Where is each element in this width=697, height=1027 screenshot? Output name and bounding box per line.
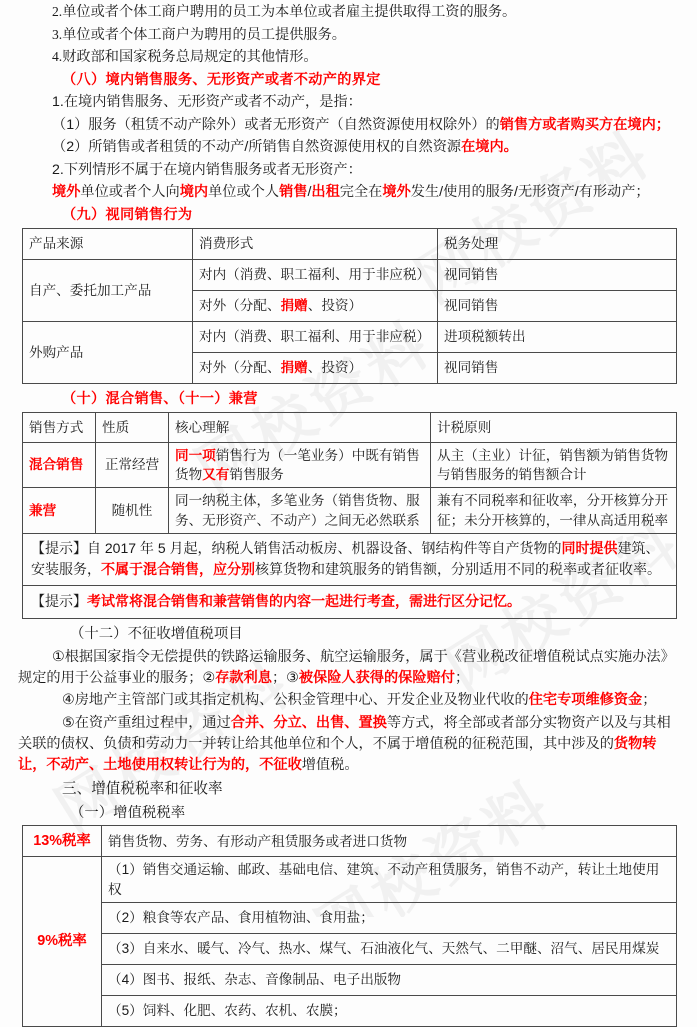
highlight-text: 住宅专项维修资金: [528, 692, 643, 709]
plain-text: 核算货物和建筑服务的销售额，分别适用不同的税率或者征收率。: [255, 561, 661, 578]
table-row: [23, 964, 677, 995]
highlight-text: 被保险人获得的保险赔付: [298, 670, 455, 686]
plain-text: 等方式，将全部或者部分实物资产以及与其相关联的债权、负债和劳动力一并转让给其他单位和个人，不属于增值税的征税范围，其中涉及的: [18, 714, 671, 752]
section8-item-2-detail: [18, 182, 679, 203]
highlight-text: 存款利息: [215, 670, 272, 686]
highlight-text: 境外: [382, 184, 411, 201]
section12-line-3: [18, 713, 679, 777]
plain-text: 销售服务: [229, 466, 284, 482]
cell-form: [193, 290, 438, 321]
plain-text: 增值税。: [301, 757, 359, 774]
plain-text: （2）所销售或者租赁的不动产/所销售自然资源使用权的自然资源: [52, 139, 462, 156]
cell-rate-label-9: 9%税率: [23, 857, 102, 1027]
highlight-text: 境内: [179, 184, 209, 201]
item-number: 4.: [52, 49, 63, 65]
cell-core: [169, 488, 431, 534]
table-mixed-sales: [22, 412, 677, 620]
plain-text: ；: [642, 692, 657, 709]
table-row: [23, 995, 677, 1026]
heading-section-8: （八）境内销售服务、无形资产或者不动产的界定: [62, 71, 381, 88]
plain-text: ④房地产主管部门或其指定机构、公积金管理中心、开发企业及物业代收的: [62, 692, 529, 709]
section8-item-1: 1.在境内销售服务、无形资产或者不动产，是指：: [52, 94, 362, 111]
cell-core: [169, 442, 431, 488]
item-text: 财政部和国家税务总局规定的其他情形。: [62, 49, 318, 66]
cell-treatment: 视同销售: [438, 290, 677, 321]
cell-nature: 正常经营: [96, 442, 169, 488]
highlight-text: 境外: [52, 184, 81, 201]
item-number: 2.: [52, 4, 63, 19]
section8-item-1-2: [18, 137, 679, 158]
table-vat-rates: [22, 825, 677, 1027]
cell-rate-item: （1）销售交通运输、邮政、基础电信、建筑、不动产租赁服务，销售不动产，转让土地使用权: [102, 857, 677, 903]
plain-text: 发生/使用的服务/无形资产/有形动产；: [410, 184, 650, 201]
table-row: [23, 488, 677, 534]
plain-text: 、投资）: [307, 298, 363, 313]
plain-text: 完全在: [339, 184, 383, 201]
col-header-form: 消费形式: [193, 228, 438, 259]
table-header-row: [23, 228, 677, 259]
cell-rate-label-13: 13%税率: [23, 826, 102, 857]
highlight-text: 同时提供: [561, 539, 618, 556]
plain-text: ⑤在资产重组过程中，通过: [62, 714, 231, 731]
plain-text: 对外（分配、: [199, 360, 281, 375]
plain-text: 【提示】自 2017 年 5 月起，纳税人销售活动板房、机器设备、钢结构件等自产货物的: [31, 539, 562, 556]
highlight-text: 出租: [311, 184, 340, 201]
heading-section-9: （九）视同销售行为: [62, 206, 193, 223]
highlight-text: 捐赠: [280, 298, 308, 313]
plain-text: /: [307, 184, 312, 201]
highlight-text: 同一项: [175, 447, 216, 463]
cell-principle: 兼有不同税率和征收率，分开核算分开征；未分开核算的，一律从高适用税率: [431, 488, 677, 534]
plain-text: 销售行为（一笔业务）中既有销售货物: [175, 447, 420, 482]
plain-text: ；: [454, 670, 470, 686]
highlight-text: 销售: [279, 184, 308, 201]
item-text: 单位或者个体工商户为聘用的员工提供服务。: [62, 26, 346, 43]
col-header-principle: 计税原则: [431, 412, 677, 442]
table-header-row: [23, 412, 677, 442]
document-content: [18, 2, 679, 1027]
table-tip-row: [23, 533, 677, 586]
table-row: [23, 857, 677, 903]
highlight-text: 销售方或者购买方在境内；: [499, 116, 670, 133]
plain-text: 、投资）: [307, 360, 363, 375]
cell-form: [193, 259, 438, 290]
cell-rate-item: 销售货物、劳务、有形动产租赁服务或者进口货物: [102, 826, 677, 857]
plain-text: 对外（分配、: [199, 298, 281, 313]
table-row: [23, 902, 677, 933]
item-number: 3.: [52, 26, 63, 42]
highlight-text: 货物转让，不动产、土地使用权转让行为的，不征收: [18, 735, 657, 774]
highlight-text: 捐赠: [280, 360, 308, 375]
plain-text: 同一纳税主体，多笔业务（销售货物、服务、无形资产、不动产）之间无必然联系: [175, 493, 420, 528]
cell-tip-1: [23, 533, 677, 586]
highlight-text: 不属于混合销售，应分别: [101, 561, 255, 578]
cell-tip-2: [23, 586, 677, 619]
col-header-source: 产品来源: [23, 228, 193, 259]
cell-rate-item: （2）粮食等农产品、食用植物油、食用盐；: [102, 902, 677, 933]
plain-text: 【提示】: [31, 593, 87, 610]
highlight-text: 考试常将混合销售和兼营销售的内容一起进行考查，需进行区分记忆。: [87, 593, 521, 610]
section8-item-2: 2.下列情形不属于在境内销售服务或者无形资产：: [52, 161, 362, 178]
plain-text: 对内（消费、职工福利、用于非应税）: [199, 267, 431, 282]
cell-source: 自产、委托加工产品: [23, 259, 193, 321]
highlight-text: 合并、分立、出售、置换: [230, 714, 387, 731]
table-row: [23, 826, 677, 857]
cell-treatment: 视同销售: [438, 259, 677, 290]
section8-item-1-1: [18, 115, 679, 136]
plain-text: 对内（消费、职工福利、用于非应税）: [199, 329, 431, 344]
heading-chapter-3: 三、增值税税率和征收率: [62, 781, 223, 798]
col-header-way: 销售方式: [23, 412, 96, 442]
table-row: [23, 933, 677, 964]
col-header-nature: 性质: [96, 412, 169, 442]
cell-way: 混合销售: [23, 442, 96, 488]
plain-text: 单位或者个人向: [80, 184, 180, 201]
list-item-2: [18, 2, 679, 23]
heading-section-10-11: （十）混合销售、（十一）兼营: [62, 390, 258, 407]
table-row: [23, 442, 677, 488]
heading-section-12: （十二）不征收增值税项目: [70, 626, 243, 643]
highlight-text: 又有: [202, 466, 230, 482]
col-header-core: 核心理解: [169, 412, 431, 442]
section12-line-2: [18, 690, 679, 711]
highlight-text: 在境内。: [461, 139, 518, 156]
plain-text: 建筑、安装服务，: [31, 539, 660, 578]
section12-line-1: [18, 647, 679, 690]
cell-rate-item: （5）饲料、化肥、农药、农机、农膜；: [102, 995, 677, 1026]
list-item-4: [18, 47, 679, 68]
table-row: [23, 321, 677, 352]
table-row: [23, 259, 677, 290]
table-tip-row: [23, 586, 677, 619]
plain-text: （1）服务（租赁不动产除外）或者无形资产（自然资源使用权除外）的: [52, 116, 500, 133]
col-header-treatment: 税务处理: [438, 228, 677, 259]
heading-chapter-3-1: （一）增值税税率: [70, 805, 186, 822]
list-item-3: [18, 25, 679, 46]
cell-rate-item: （3）自来水、暖气、冷气、热水、煤气、石油液化气、天然气、二甲醚、沼气、居民用煤炭: [102, 933, 677, 964]
plain-text: ①根据国家指令无偿提供的铁路运输服务、航空运输服务，属于《营业税改征增值税试点实施办法》规定的用于公益事业的服务；②: [18, 648, 675, 686]
table-deemed-sales: [22, 228, 677, 384]
cell-nature: 随机性: [96, 488, 169, 534]
cell-form: [193, 352, 438, 383]
cell-principle: 从主（主业）计征，销售额为销售货物与销售服务的销售额合计: [431, 442, 677, 488]
cell-treatment: 进项税额转出: [438, 321, 677, 352]
cell-way: 兼营: [23, 488, 96, 534]
cell-rate-item: （4）图书、报纸、杂志、音像制品、电子出版物: [102, 964, 677, 995]
cell-form: [193, 321, 438, 352]
plain-text: ；③: [271, 670, 299, 686]
cell-source: 外购产品: [23, 321, 193, 383]
item-text: 单位或者个体工商户聘用的员工为本单位或者雇主提供取得工资的服务。: [62, 4, 517, 20]
cell-treatment: 视同销售: [438, 352, 677, 383]
plain-text: 单位或个人: [208, 184, 280, 201]
